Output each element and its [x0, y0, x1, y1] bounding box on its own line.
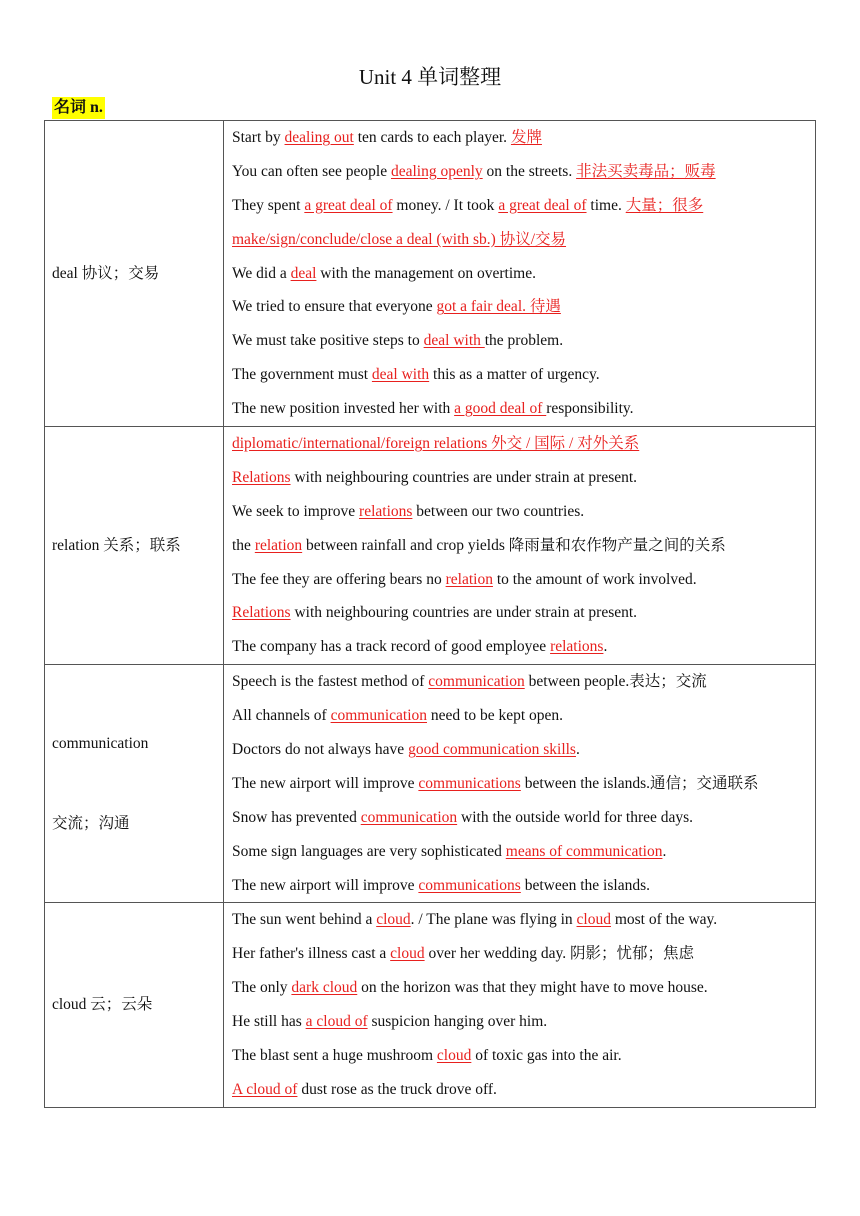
example-sentence: [232, 324, 811, 358]
sentence-text: between rainfall and crop yields 降雨量和农作物产量之间的关系: [302, 536, 726, 554]
example-sentence: [232, 937, 811, 971]
key-phrase: means of communication: [505, 842, 663, 860]
sentence-text: need to be kept open.: [427, 707, 564, 725]
sentence-text: We did a: [232, 264, 291, 282]
example-sentence: [232, 665, 811, 699]
example-sentence: [232, 189, 811, 223]
key-phrase: diplomatic/international/foreign relations 外交 / 国际 / 对外关系: [232, 435, 640, 453]
vocab-row-relation: [45, 427, 816, 665]
sentence-text: between the islands.通信；交通联系: [520, 774, 759, 792]
example-sentence: [232, 290, 811, 324]
sentence-text: the problem.: [484, 332, 564, 350]
key-phrase: communication: [330, 707, 427, 725]
key-phrase: 发牌: [510, 129, 542, 146]
key-phrase: make/sign/conclude/close a deal (with sb.) 协议/交易: [232, 230, 567, 248]
key-phrase: relation: [254, 536, 303, 554]
sentence-text: on the streets.: [482, 162, 577, 180]
sentence-text: the: [232, 536, 255, 554]
key-phrase: cloud: [436, 1047, 472, 1065]
sentence-text: Speech is the fastest method of: [232, 673, 429, 691]
examples-cell: [224, 903, 816, 1107]
example-sentence: [232, 358, 811, 392]
sentence-text: between people.表达；交流: [524, 673, 707, 691]
headword: relation 关系；联系: [52, 536, 181, 554]
example-sentence: [232, 835, 811, 869]
key-phrase: a good deal of: [454, 400, 547, 418]
example-sentence: [232, 733, 811, 767]
example-sentence: [232, 596, 811, 630]
sentence-text: Her father's illness cast a: [232, 945, 391, 963]
headword-cell: [45, 903, 224, 1107]
sentence-text: suspicion hanging over him.: [367, 1013, 548, 1031]
example-sentence: [232, 121, 811, 155]
sentence-text: The government must: [232, 366, 372, 384]
vocab-row-deal: [45, 121, 816, 427]
sentence-text: We seek to improve: [232, 502, 360, 520]
example-sentence: [232, 461, 811, 495]
key-phrase: communications: [418, 774, 521, 792]
vocab-table: [44, 120, 816, 1108]
key-phrase: a great deal of: [304, 196, 393, 214]
example-sentence: [232, 767, 811, 801]
key-phrase: a cloud of: [305, 1013, 368, 1031]
example-sentence: [232, 223, 811, 257]
section-label: 名词 n.: [52, 97, 105, 119]
sentence-text: Some sign languages are very sophisticated: [232, 842, 506, 860]
sentence-text: The new position invested her with: [232, 400, 455, 418]
headword-cell: [45, 665, 224, 903]
key-phrase: dealing openly: [390, 162, 483, 180]
example-sentence: [232, 1039, 811, 1073]
headword-cell: [45, 121, 224, 427]
sentence-text: The fee they are offering bears no: [232, 570, 446, 588]
sentence-text: The company has a track record of good employee: [232, 638, 551, 656]
sentence-text: Snow has prevented: [232, 808, 361, 826]
sentence-text: Start by: [232, 129, 285, 146]
sentence-text: most of the way.: [610, 911, 718, 929]
headword-cell: [45, 427, 224, 665]
example-sentence: [232, 971, 811, 1005]
example-sentence: [232, 903, 811, 937]
sentence-text: The new airport will improve: [232, 774, 419, 792]
key-phrase: communication: [428, 673, 525, 691]
example-sentence: [232, 257, 811, 291]
sentence-text: time.: [586, 196, 626, 214]
headword-meaning: 交流；沟通: [52, 814, 130, 832]
key-phrase: deal: [290, 264, 317, 282]
page-title: Unit 4 单词整理: [358, 65, 502, 89]
example-sentence: [232, 495, 811, 529]
sentence-text: The sun went behind a: [232, 911, 377, 929]
examples-cell: [224, 427, 816, 665]
sentence-text: over her wedding day. 阴影；忧郁；焦虑: [424, 945, 694, 963]
key-phrase: A cloud of: [232, 1080, 298, 1098]
sentence-text: of toxic gas into the air.: [471, 1047, 622, 1065]
key-phrase: Relations: [232, 604, 291, 622]
example-sentence: [232, 869, 811, 903]
sentence-text: on the horizon was that they might have to move house.: [357, 979, 708, 997]
key-phrase: got a fair deal. 待遇: [436, 298, 561, 316]
sentence-text: ten cards to each player.: [353, 129, 511, 146]
sentence-text: between our two countries.: [412, 502, 585, 520]
example-sentence: [232, 630, 811, 664]
example-sentence: [232, 1005, 811, 1039]
sentence-text: You can often see people: [232, 162, 391, 180]
key-phrase: 大量；很多: [625, 196, 704, 214]
key-phrase: relation: [445, 570, 493, 588]
example-sentence: [232, 801, 811, 835]
sentence-text: to the amount of work involved.: [492, 570, 697, 588]
key-phrase: communications: [418, 876, 521, 894]
key-phrase: 非法买卖毒品；贩毒: [576, 162, 716, 180]
sentence-text: They spent: [232, 196, 305, 214]
sentence-text: with the outside world for three days.: [457, 808, 694, 826]
sentence-text: . / The plane was flying in: [410, 911, 577, 929]
sentence-text: We must take positive steps to: [232, 332, 424, 350]
sentence-text: He still has: [232, 1013, 306, 1031]
examples-cell: [224, 665, 816, 903]
key-phrase: relations: [359, 502, 413, 520]
key-phrase: cloud: [576, 911, 611, 929]
key-phrase: Relations: [232, 468, 291, 486]
key-phrase: cloud: [376, 911, 411, 929]
sentence-text: .: [575, 741, 580, 759]
example-sentence: [232, 529, 811, 563]
headword: deal 协议；交易: [52, 264, 160, 282]
sentence-text: The blast sent a huge mushroom: [232, 1047, 437, 1065]
key-phrase: cloud: [390, 945, 425, 963]
vocab-row-communication: [45, 665, 816, 903]
key-phrase: a great deal of: [498, 196, 587, 214]
key-phrase: communication: [360, 808, 458, 826]
example-sentence: [232, 155, 811, 189]
sentence-text: with the management on overtime.: [316, 264, 536, 282]
key-phrase: good communication skills: [408, 741, 576, 759]
example-sentence: [232, 699, 811, 733]
examples-cell: [224, 121, 816, 427]
sentence-text: responsibility.: [546, 400, 634, 418]
key-phrase: deal with: [423, 332, 485, 350]
example-sentence: [232, 563, 811, 597]
sentence-text: with neighbouring countries are under strain at present.: [290, 604, 638, 622]
sentence-text: We tried to ensure that everyone: [232, 298, 437, 316]
sentence-text: Doctors do not always have: [232, 741, 409, 759]
sentence-text: The new airport will improve: [232, 876, 419, 894]
example-sentence: [232, 392, 811, 426]
sentence-text: with neighbouring countries are under strain at present.: [290, 468, 638, 486]
headword: communication: [52, 734, 149, 752]
headword: cloud 云；云朵: [52, 996, 153, 1014]
example-sentence: [232, 1073, 811, 1107]
sentence-text: .: [603, 638, 608, 656]
sentence-text: money. / It took: [392, 196, 499, 214]
sentence-text: All channels of: [232, 707, 331, 725]
sentence-text: between the islands.: [520, 876, 650, 894]
key-phrase: dealing out: [284, 129, 354, 146]
key-phrase: dark cloud: [291, 979, 358, 997]
example-sentence: [232, 427, 811, 461]
sentence-text: dust rose as the truck drove off.: [297, 1080, 497, 1098]
key-phrase: deal with: [371, 366, 430, 384]
key-phrase: relations: [550, 638, 604, 656]
sentence-text: The only: [232, 979, 292, 997]
vocab-row-cloud: [45, 903, 816, 1107]
sentence-text: this as a matter of urgency.: [429, 366, 600, 384]
sentence-text: .: [662, 842, 667, 860]
